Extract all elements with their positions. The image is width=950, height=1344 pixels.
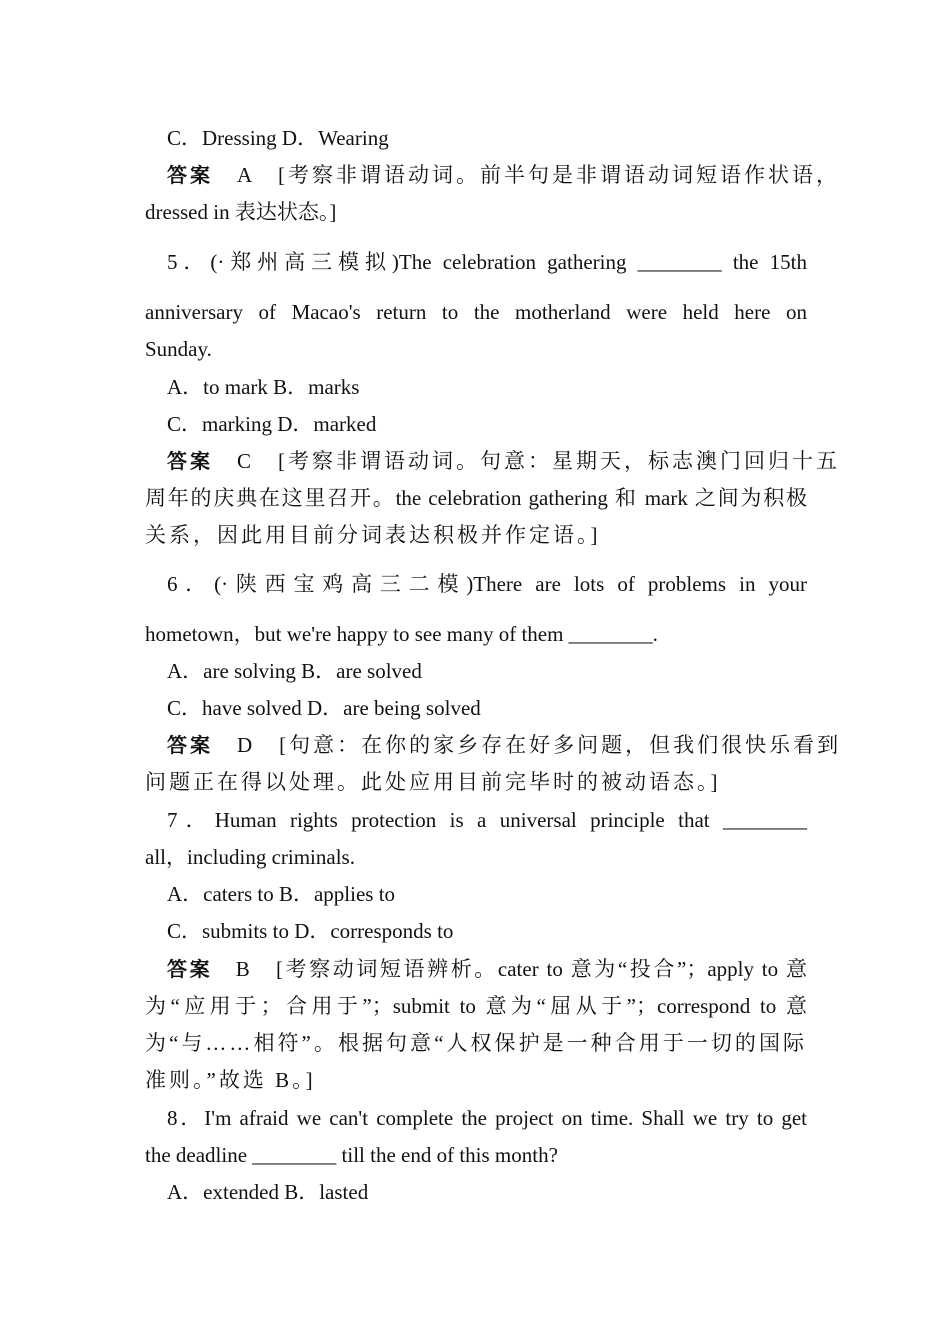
- q7-stem-line2: all，including criminals.: [145, 845, 355, 869]
- q6-answer-line1: 答案 D [句意：在你的家乡存在好多问题，但我们很快乐看到: [167, 733, 842, 757]
- q5-options-ab: A．to mark B．marks: [167, 375, 360, 399]
- q7-answer-line3: 为“与……相符”。根据句意“人权保护是一种合用于一切的国际: [145, 1031, 807, 1055]
- q4-answer-line1: 答案 A [考察非谓语动词。前半句是非谓语动词短语作状语，: [167, 163, 840, 187]
- q4-answer-line2: dressed in 表达状态。]: [145, 200, 337, 224]
- q4-options-cd: C．Dressing D．Wearing: [167, 126, 389, 150]
- answer-label: 答案: [167, 449, 213, 473]
- q8-options-ab: A．extended B．lasted: [167, 1180, 369, 1204]
- q6-stem-line1: 6．(·陕西宝鸡高三二模)There are lots of problems in your: [167, 572, 807, 596]
- q7-answer-line2: 为“应用于；合用于”；submit to 意为“屈从于”；correspond to 意: [145, 994, 807, 1018]
- q7-answer-line1: 答案 B [考察动词短语辨析。cater to 意为“投合”；apply to 意: [167, 957, 807, 981]
- q5-answer-line3: 关系，因此用目前分词表达积极并作定语。]: [145, 523, 601, 547]
- answer-label: 答案: [167, 163, 213, 187]
- q6-answer-line2: 问题正在得以处理。此处应用目前完毕时的被动语态。]: [145, 770, 721, 794]
- q7-options-ab: A．caters to B．applies to: [167, 882, 396, 906]
- q5-stem-line2: anniversary of Macao's return to the motherland were held here on: [145, 300, 807, 324]
- q5-options-cd: C．marking D．marked: [167, 412, 377, 436]
- q6-stem-line2: hometown，but we're happy to see many of them ________.: [145, 622, 658, 646]
- q5-answer-line2: 周年的庆典在这里召开。the celebration gathering 和 mark 之间为积极: [145, 486, 807, 510]
- q5-stem-line1: 5．(·郑州高三模拟)The celebration gathering ________ the 15th: [167, 250, 807, 274]
- q7-stem-line1: 7．Human rights protection is a universal principle that ________: [167, 808, 807, 832]
- q5-answer-line1: 答案 C [考察非谓语动词。句意：星期天，标志澳门回归十五: [167, 449, 840, 473]
- q8-stem-line1: 8．I'm afraid we can't complete the project on time. Shall we try to get: [167, 1106, 807, 1130]
- q6-options-cd: C．have solved D．are being solved: [167, 696, 481, 720]
- q7-answer-line4: 准则。”故选 B。]: [145, 1068, 316, 1092]
- answer-label: 答案: [167, 733, 213, 757]
- q7-options-cd: C．submits to D．corresponds to: [167, 919, 454, 943]
- q6-options-ab: A．are solving B．are solved: [167, 659, 422, 683]
- q5-stem-line3: Sunday.: [145, 337, 212, 361]
- q8-stem-line2: the deadline ________ till the end of this month?: [145, 1143, 558, 1167]
- answer-label: 答案: [167, 957, 213, 981]
